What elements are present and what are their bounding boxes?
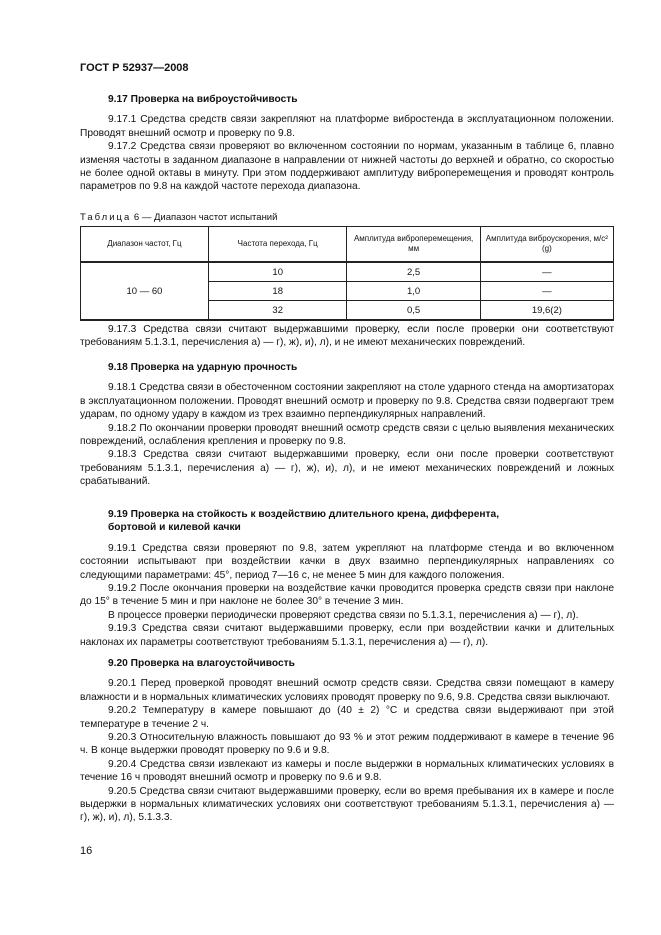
paragraph: 9.20.2 Температуру в камере повышают до (40 ± 2) °С и средства связи выдерживают при этой температуре в течение 2 ч. [80,705,614,730]
section-title: 9.18 Проверка на ударную прочность [108,362,298,373]
table-caption-prefix: Таблица [80,212,132,223]
section-title: 9.20 Проверка на влагоустойчивость [108,658,295,669]
section-title-line2: бортовой и килевой качки [108,522,241,534]
table-caption-text: 6 — Диапазон частот испытаний [133,212,278,223]
section-9-18 [80,361,614,489]
column-header: Амплитуда виброперемещения, мм [347,227,480,263]
section-9-19 [80,508,614,649]
table-cell: 18 [208,282,347,301]
table-row [81,262,614,282]
section-9-17-3 [80,323,614,350]
paragraph: 9.20.4 Средства связи извлекают из камеры и после выдержки в нормальных климатических условиях в течение 16 ч проводят внешний осмотр и проверку по 9.6 и 9.8. [80,758,614,784]
table-cell: 0,5 [347,301,480,321]
paragraph: 9.17.1 Средства средств связи закрепляют на платформе вибростенда в эксплуатационном положении. Проводят внешний осмотр и проверку по 9.8. [80,114,614,139]
table-cell: 19,6(2) [480,301,613,321]
section-title: 9.19 Проверка на стойкость к воздействию длительного крена, дифферента, [108,509,500,520]
paragraph: 9.17.3 Средства связи считают выдержавшими проверку, если после проверки они соответствуют требованиям 5.1.3.1, перечисления а) — г), ж), и), л), и не имеют механических повреждений. [80,324,614,349]
column-header: Амплитуда виброускорения, м/с² (g) [480,227,613,263]
paragraph: 9.18.2 По окончании проверки проводят внешний осмотр средств связи с целью выявления механических повреждений, ослабления крепления и проверку по 9.8. [80,422,614,448]
paragraph: 9.20.3 Относительную влажность повышают до 93 % и этот режим поддерживают в камере в течение 96 ч. В конце выдержки проводят проверку по 9.6 и 9.8. [80,732,614,757]
paragraph: 9.19.3 Средства связи считают выдержавшими проверку, если при воздействии качки и длительных наклонах их параметры соответствуют требованиям 5.1.3.1, перечисления а) — г), л). [80,623,614,648]
paragraph: 9.20.1 Перед проверкой проводят внешний осмотр средств связи. Средства связи помещают в камеру влажности и в нормальных климатических условиях проводят проверку по 9.6, 9.8. Средства связи выключают. [80,678,614,703]
table-cell-range: 10 — 60 [81,262,209,320]
column-header: Частота перехода, Гц [208,227,347,263]
paragraph: В процессе проверки периодически проверяют средства связи по 5.1.3.1, перечисления а) — г), л). [108,609,579,621]
paragraph: 9.19.1 Средства связи проверяют по 9.8, затем укрепляют на платформе стенда и во включенном состоянии испытывают при воздействии качки в двух взаимно перпендикулярных направлениях со следующими параметрами: 45°, период 7—16 с, не менее 5 мин для каждого положения. [80,542,614,581]
paragraph: 9.19.2 После окончания проверки на воздействие качки проводится проверка средств связи при наклоне до 15° в течение 5 мин и при наклоне не более 30° в течение 3 мин. [80,583,614,608]
table-cell: 1,0 [347,282,480,301]
table-cell: 32 [208,301,347,321]
standard-header: ГОСТ Р 52937—2008 [80,62,189,74]
table-cell: — [480,282,613,301]
table-cell: 2,5 [347,262,480,282]
section-9-20 [80,657,614,825]
section-9-17 [80,93,614,194]
table-cell: 10 [208,262,347,282]
paragraph: 9.18.1 Средства связи в обесточенном состоянии закрепляют на столе ударного стенда на амортизаторах в эксплуатационном положении. Проводят внешний осмотр и проверку по 9.8. Средства связи подвергают трем ударам, по одному удару в каждом из трех взаимно перпендикулярных направлений. [80,382,614,421]
paragraph: 9.17.2 Средства связи проверяют во включенном состоянии по нормам, указанным в таблице 6, плавно изменяя частоты в заданном диапазоне в направлении от нижней частоты до верхней и обратно, со скоростью не более одной октавы в минуту. При этом поддерживают амплитуду виброперемещения и проводят контроль параметров по 9.8 на каждой частоте перехода диапазона. [80,141,614,193]
paragraph: 9.18.3 Средства связи считают выдержавшими проверку, если они после проверки соответствуют требованиям 5.1.3.1, перечисления а) — г), ж), и), л), и не имеют механических повреждений и ложных срабатываний. [80,449,614,488]
page-number: 16 [80,845,93,857]
column-header: Диапазон частот, Гц [81,227,209,263]
paragraph: 9.20.5 Средства связи считают выдержавшими проверку, если во время пребывания их в камере и после выдержки в нормальных климатических условиях они соответствуют требованиям 5.1.3.1, перечисления а) — г), ж), и), л), 5.1.3.3. [80,785,614,824]
table-caption [80,212,277,223]
section-title: 9.17 Проверка на виброустойчивость [108,94,298,105]
table-cell: — [480,262,613,282]
frequency-table [80,226,614,321]
